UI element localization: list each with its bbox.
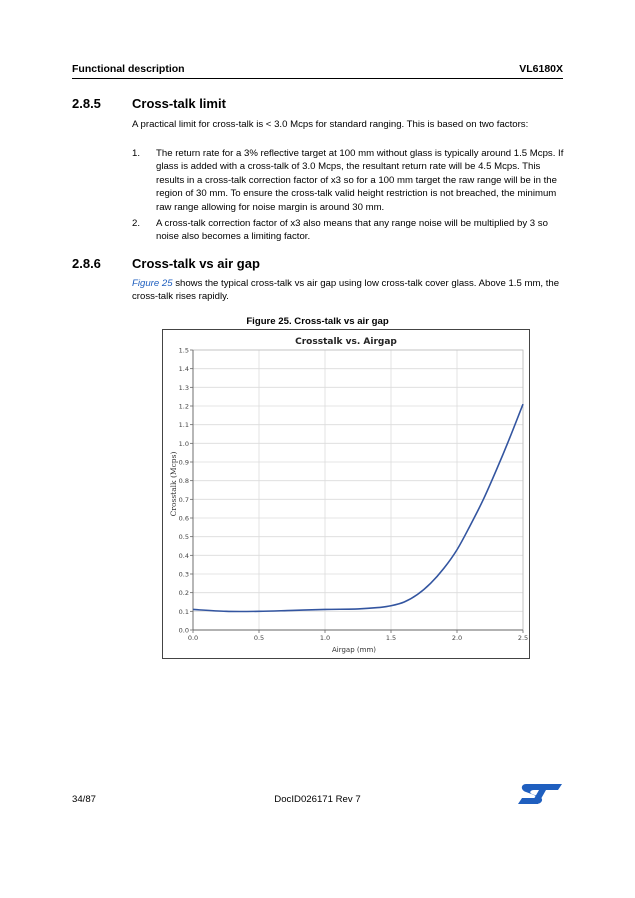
section-286-title: Cross-talk vs air gap <box>132 256 260 271</box>
x-tick-label: 0.0 <box>187 634 199 642</box>
section-285-title: Cross-talk limit <box>132 96 226 111</box>
list-item-number: 1. <box>132 148 141 159</box>
chart-title: Crosstalk vs. Airgap <box>295 337 397 347</box>
section-286-number: 2.8.6 <box>72 256 101 271</box>
x-tick-label: 0.5 <box>253 634 265 642</box>
list-item <box>132 147 564 214</box>
chart-y-axis-label: Crosstalk (Mcps) <box>169 451 178 517</box>
series-line-crosstalk <box>193 404 523 611</box>
chart-frame <box>162 329 530 659</box>
chart-x-axis-label: Airgap (mm) <box>332 646 376 654</box>
section-285-number: 2.8.5 <box>72 96 101 111</box>
x-tick-label: 2.0 <box>451 634 463 642</box>
plot-area-border <box>193 350 523 630</box>
list-item-number: 2. <box>132 218 141 230</box>
y-tick-label: 0.1 <box>178 607 189 616</box>
section-286-body: shows the typical cross-talk vs air gap using low cross-talk cover glass. Above 1.5 mm, the cross-talk rises rapidly. <box>132 278 560 303</box>
chart-tick-labels <box>179 347 529 643</box>
list-item <box>132 217 564 244</box>
st-logo-icon <box>516 782 564 806</box>
y-tick-label: 0.0 <box>178 626 189 635</box>
x-tick-label: 1.5 <box>385 634 397 642</box>
figure-25-link[interactable]: Figure 25 <box>132 278 173 289</box>
figure-caption: Figure 25. Cross-talk vs air gap <box>246 316 389 327</box>
chart-series <box>193 404 523 611</box>
list-item-text: The return rate for a 3% reflective target at 100 mm without glass is typically around 1.5 Mcps. If glass is added with a cross-talk of 3.0 Mcps, the resultant return rate will be 4.5 Mcps. This results in a cross-talk correction factor of x3 so for a 100 mm target the raw range will be in the region of 30 mm. To ensure the cross-talk valid height restriction is not breached, the minimum raw range allowing for noise margin is around 30 mm. <box>156 148 564 213</box>
crosstalk-chart <box>163 330 529 658</box>
list-item-text: A cross-talk correction factor of x3 also means that any range noise will be multiplied by 3 so noise also becomes a limiting factor. <box>156 218 548 243</box>
footer-doc-id: DocID026171 Rev 7 <box>274 794 361 805</box>
y-tick-label: 0.6 <box>178 514 189 523</box>
y-tick-label: 1.4 <box>178 365 189 374</box>
section-286-text <box>132 277 564 304</box>
y-tick-label: 1.5 <box>178 346 189 355</box>
header-product-name: VL6180X <box>519 63 563 75</box>
header-divider <box>72 78 563 79</box>
chart-grid <box>193 350 523 630</box>
y-tick-label: 1.1 <box>178 421 189 430</box>
y-tick-label: 0.9 <box>178 458 189 467</box>
y-tick-label: 0.5 <box>178 533 189 542</box>
header-section-title: Functional description <box>72 63 185 75</box>
y-tick-label: 0.7 <box>178 495 189 504</box>
y-tick-label: 0.8 <box>178 477 189 486</box>
y-tick-label: 0.3 <box>178 570 189 579</box>
section-285-intro: A practical limit for cross-talk is < 3.0 Mcps for standard ranging. This is based on two factors: <box>132 119 529 130</box>
footer-page-number: 34/87 <box>72 794 97 805</box>
x-tick-label: 1.0 <box>319 634 331 642</box>
y-tick-label: 0.4 <box>178 551 189 560</box>
chart-axes <box>190 350 523 633</box>
section-285-list <box>132 147 564 247</box>
y-tick-label: 1.2 <box>178 402 189 411</box>
x-tick-label: 2.5 <box>517 634 529 642</box>
y-tick-label: 0.2 <box>178 589 189 598</box>
y-tick-label: 1.3 <box>178 383 189 392</box>
y-tick-label: 1.0 <box>178 439 189 448</box>
